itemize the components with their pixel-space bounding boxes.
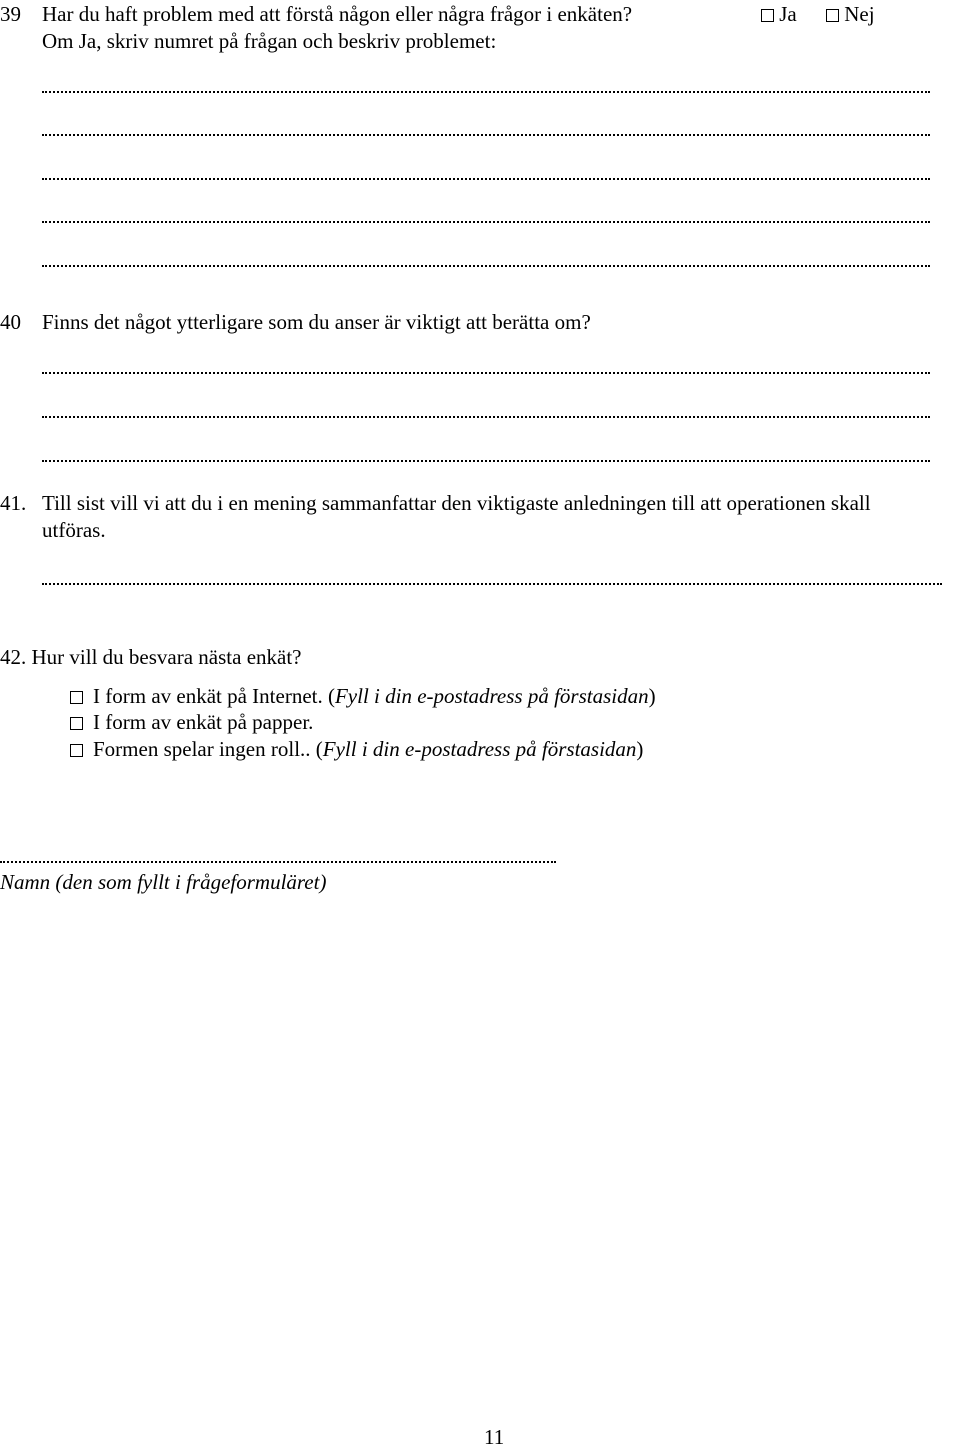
option-note: Fyll i din e-postadress på förstasidan	[322, 737, 637, 761]
q40-text: Finns det något ytterligare som du anser är viktigt att berätta om?	[42, 310, 591, 334]
answer-line[interactable]	[42, 369, 930, 374]
q42-option-paper[interactable]	[70, 712, 313, 733]
option-close: )	[648, 684, 656, 708]
q39-number: 39	[0, 2, 21, 26]
answer-line[interactable]	[42, 175, 930, 180]
q39-option-no-label: Nej	[844, 2, 875, 26]
option-label: Formen spelar ingen roll.. (	[93, 737, 323, 761]
answer-line[interactable]	[42, 457, 930, 462]
answer-line[interactable]	[42, 88, 930, 93]
q41-number: 41.	[0, 491, 27, 515]
page-number: 11	[484, 1425, 505, 1449]
answer-line[interactable]	[42, 413, 930, 418]
checkbox-no[interactable]	[826, 9, 839, 22]
option-note: Fyll i din e-postadress på förstasidan	[334, 684, 649, 708]
answer-line[interactable]	[42, 218, 930, 223]
q39-followup: Om Ja, skriv numret på frågan och beskriv problemet:	[42, 29, 497, 53]
signature-line[interactable]	[0, 858, 556, 863]
q42-option-internet[interactable]	[70, 686, 656, 707]
answer-line[interactable]	[42, 262, 930, 267]
q39-text: Har du haft problem med att förstå någon eller några frågor i enkäten?	[42, 2, 633, 26]
checkbox-any[interactable]	[70, 744, 83, 757]
checkbox-internet[interactable]	[70, 691, 83, 704]
q39-option-no[interactable]	[826, 4, 875, 25]
answer-line[interactable]	[42, 131, 930, 136]
option-label: I form av enkät på papper.	[93, 710, 314, 734]
q41-text: Till sist vill vi att du i en mening sammanfattar den viktigaste anledningen till att operationen skall	[42, 491, 871, 515]
checkbox-paper[interactable]	[70, 717, 83, 730]
option-label: I form av enkät på Internet. (	[93, 684, 335, 708]
q39-option-yes[interactable]	[761, 4, 797, 25]
q42-heading: 42. Hur vill du besvara nästa enkät?	[0, 645, 302, 669]
q42-option-any[interactable]	[70, 739, 643, 760]
option-close: )	[636, 737, 644, 761]
q40-number: 40	[0, 310, 21, 334]
signature-caption: Namn (den som fyllt i frågeformuläret)	[0, 870, 327, 894]
q39-option-yes-label: Ja	[779, 2, 797, 26]
answer-line[interactable]	[42, 580, 942, 585]
q41-text-continued: utföras.	[42, 518, 106, 542]
checkbox-yes[interactable]	[761, 9, 774, 22]
